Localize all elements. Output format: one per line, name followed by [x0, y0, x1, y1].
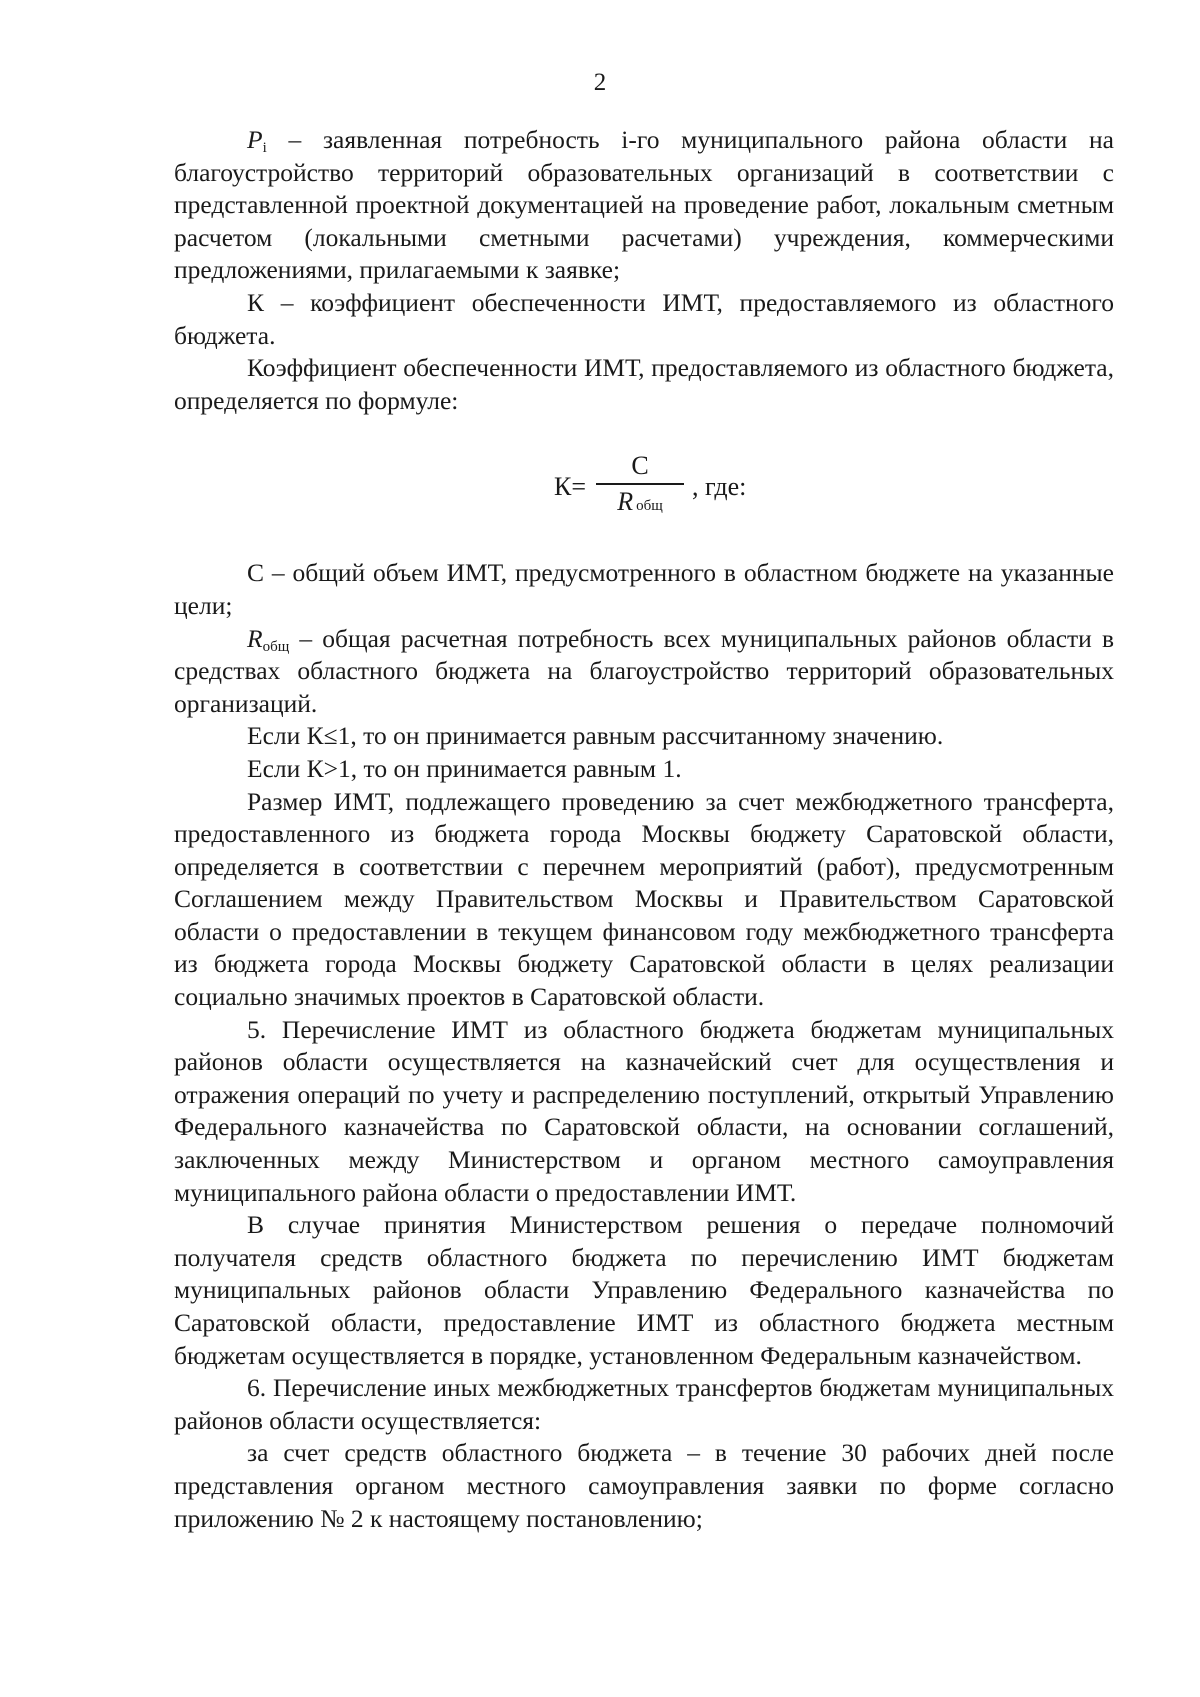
paragraph-c-definition: С – общий объем ИМТ, предусмотренного в областном бюджете на указанные цели;: [174, 558, 1114, 620]
formula-numerator: C: [631, 451, 649, 481]
paragraph-delegation: В случае принятия Министерством решения о передаче полномочий получателя средств областного бюджета по перечислению ИМТ бюджетам муниципальных районов области Управлению Федерального казначейства по Саратовской области, предоставление ИМТ из областного бюджета местным бюджетам осуществляется в порядке, установленном Федеральным казначейством.: [174, 1210, 1114, 1370]
paragraph-item-6: 6. Перечисление иных межбюджетных трансфертов бюджетам муниципальных районов области осуществляется:: [174, 1373, 1114, 1435]
paragraph-text: – заявленная потребность i-го муниципального района области на благоустройство территорий образовательных организаций в соответствии с представленной проектной документацией на проведение работ, локальным сметным расчетом (локальными сметными расчетами) учреждения, коммерческими предложениями, прилагаемыми к заявке;: [174, 125, 1114, 285]
paragraph-k-gt-1: Если К>1, то он принимается равным 1.: [247, 753, 682, 783]
document-body: [174, 124, 1114, 1535]
symbol-r: R: [247, 623, 263, 653]
formula-suffix: , где:: [692, 471, 747, 501]
paragraph-formula-intro: Коэффициент обеспеченности ИМТ, предоставляемого из областного бюджета, определяется по формуле:: [174, 353, 1114, 415]
formula-denominator-symbol: R: [617, 486, 634, 516]
formula-denominator: [617, 485, 663, 523]
paragraph-k-le-1: Если К≤1, то он принимается равным рассчитанному значению.: [247, 721, 944, 751]
symbol-p-subscript: i: [262, 140, 267, 156]
formula-lhs: К=: [554, 471, 587, 501]
page-number: 2: [593, 69, 607, 96]
formula-fraction: [596, 451, 684, 523]
formula-k: [174, 417, 1114, 557]
symbol-p: P: [247, 125, 263, 154]
paragraph-item-5: 5. Перечисление ИМТ из областного бюджета бюджетам муниципальных районов области осуществляется на казначейский счет для осуществления и отражения операций по учету и распределению поступлений, открытый Управлению Федерального казначейства по Саратовской области, на основании соглашений, заключенных между Министерством и органом местного самоуправления муниципального района области о предоставлении ИМТ.: [174, 1014, 1114, 1207]
paragraph-r-definition: [174, 623, 1114, 721]
paragraph-p-i-definition: [174, 124, 1114, 287]
paragraph-imt-size: Размер ИМТ, подлежащего проведению за счет межбюджетного трансферта, предоставленного из бюджета города Москвы бюджету Саратовской области, определяется в соответствии с перечнем мероприятий (работ), предусмотренным Соглашением между Правительством Москвы и Правительством Саратовской области о предоставлении в текущем финансовом году межбюджетного трансферта из бюджета города Москвы бюджету Саратовской области в целях реализации социально значимых проектов в Саратовской области.: [174, 786, 1114, 1012]
paragraph-k-definition: К – коэффициент обеспеченности ИМТ, предоставляемого из областного бюджета.: [174, 287, 1114, 350]
formula-denominator-subscript: общ: [636, 497, 663, 514]
paragraph-regional-budget: за счет средств областного бюджета – в течение 30 рабочих дней после представления органом местного самоуправления заявки по форме согласно приложению № 2 к настоящему постановлению;: [174, 1438, 1114, 1533]
symbol-r-subscript: общ: [262, 638, 290, 655]
paragraph-text: – общая расчетная потребность всех муниципальных районов области в средствах областного бюджета на благоустройство территорий образовательных организаций.: [174, 623, 1114, 718]
